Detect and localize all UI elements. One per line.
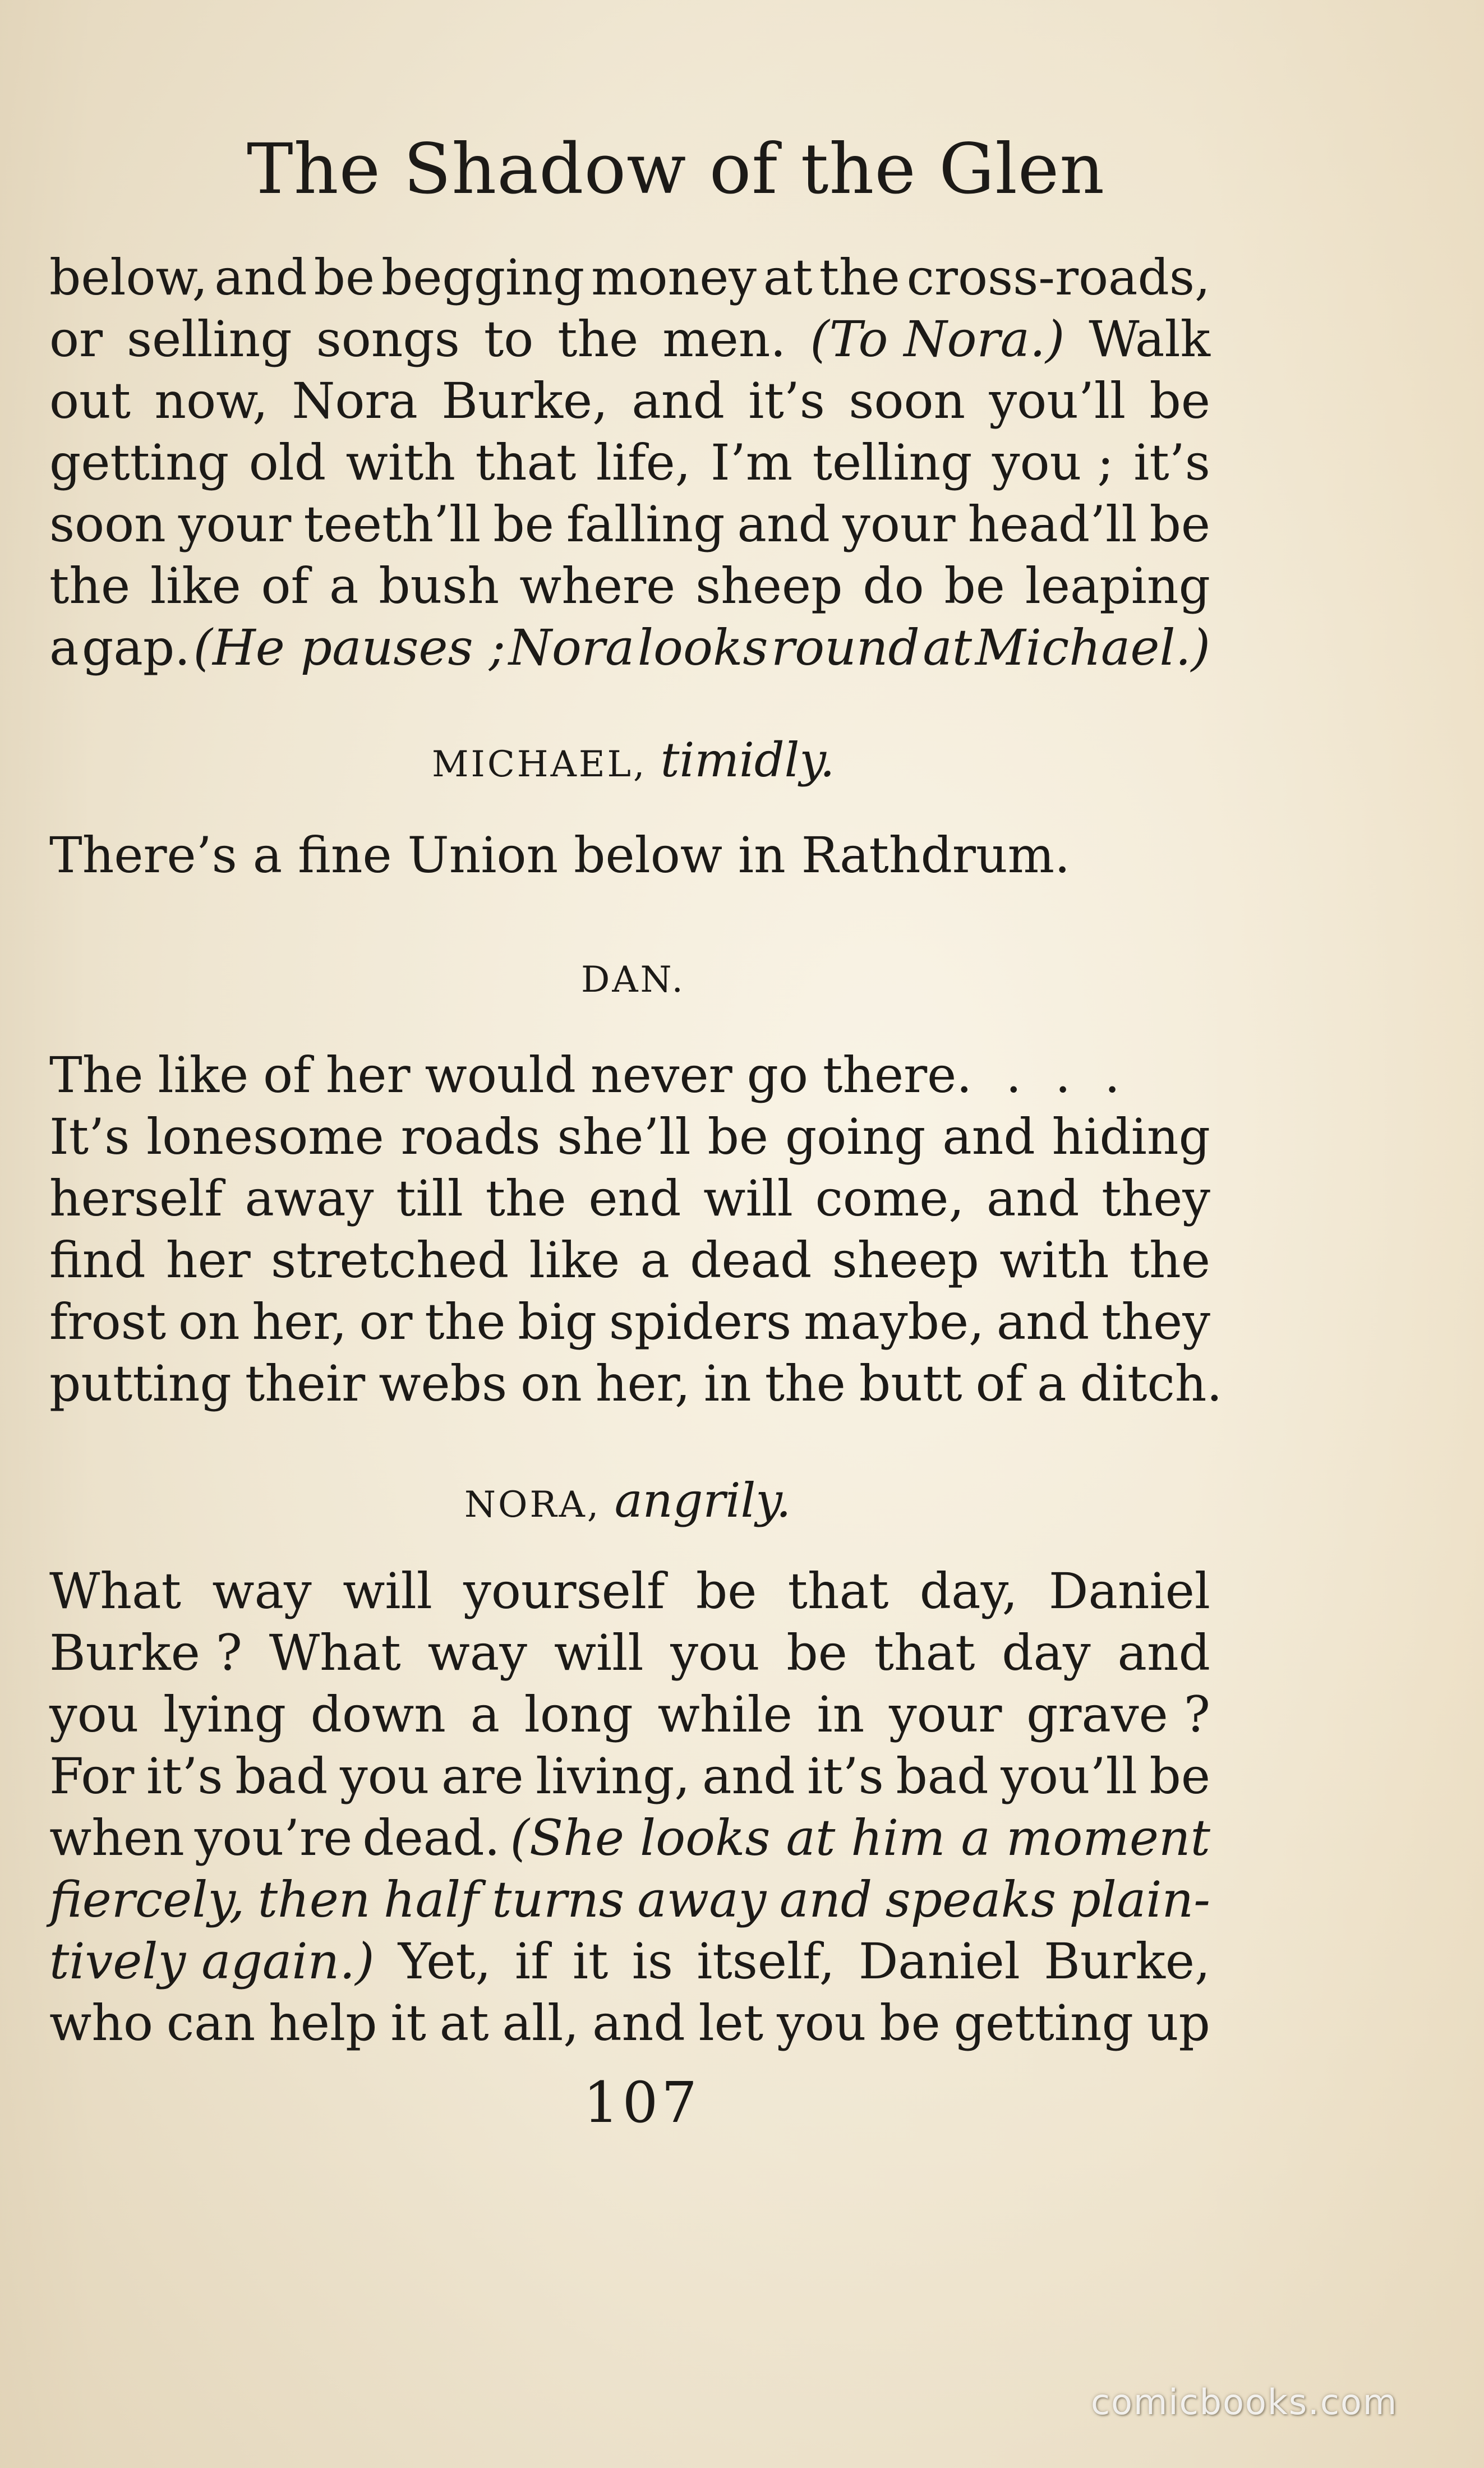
word: living, <box>536 1747 690 1805</box>
word: away <box>637 1871 767 1928</box>
word: till <box>396 1169 463 1227</box>
word: falling <box>566 495 725 553</box>
text-line <box>49 1622 1210 1684</box>
word: in <box>703 1355 752 1412</box>
word: where <box>519 557 676 615</box>
text-line <box>49 1291 1210 1353</box>
word: putting <box>49 1355 232 1412</box>
word: big <box>518 1293 597 1351</box>
word: they <box>1102 1293 1210 1351</box>
word: It’s <box>49 1108 130 1166</box>
word: the <box>557 310 639 368</box>
word: stretched <box>270 1231 509 1289</box>
speaker-michael <box>432 733 835 788</box>
word: Burke, <box>441 372 609 430</box>
word: Yet, <box>398 1932 491 1990</box>
word: then <box>257 1871 371 1928</box>
word: out <box>49 372 131 430</box>
word: What <box>49 1562 181 1620</box>
word: be <box>786 1624 847 1682</box>
word: and <box>996 1293 1090 1351</box>
word: and <box>702 1747 795 1805</box>
word: the <box>425 1293 506 1351</box>
word: grave ? <box>1026 1686 1210 1743</box>
word: it’s <box>1133 434 1210 491</box>
word: spiders <box>609 1293 792 1351</box>
word: you <box>49 1686 139 1743</box>
word: when <box>49 1809 185 1867</box>
word: are <box>441 1747 524 1805</box>
word: lonesome <box>146 1108 384 1166</box>
word: would <box>425 1046 577 1104</box>
word: and <box>987 1169 1080 1227</box>
word: she’ll <box>557 1108 691 1166</box>
speaker-nora <box>464 1473 791 1528</box>
word: sheep <box>832 1231 979 1289</box>
speaker-name: MICHAEL, <box>432 744 647 785</box>
text-line <box>49 1746 1210 1807</box>
word: on <box>520 1355 582 1412</box>
word: selling <box>126 310 292 368</box>
text-line <box>49 247 1210 308</box>
text-line <box>49 308 1210 370</box>
word: that <box>874 1624 975 1682</box>
word: the <box>764 1355 846 1412</box>
word: frost <box>49 1293 167 1351</box>
word: with <box>345 434 456 491</box>
word: and <box>214 248 307 306</box>
word: way <box>212 1562 312 1620</box>
word: herself <box>49 1169 223 1227</box>
word: that <box>787 1562 889 1620</box>
word: will <box>703 1169 793 1227</box>
word: at <box>923 619 973 676</box>
word: end <box>588 1169 681 1227</box>
word: it <box>572 1932 609 1990</box>
word: while <box>657 1686 792 1743</box>
word: go <box>746 1046 808 1104</box>
word: day, <box>919 1562 1018 1620</box>
word: do <box>863 557 924 615</box>
word: there. <box>822 1046 973 1104</box>
word: and <box>592 1994 685 2052</box>
page-number: 107 <box>583 2070 700 2135</box>
word: the <box>819 248 900 306</box>
word: that <box>475 434 577 491</box>
word: soon <box>849 372 966 430</box>
text-line <box>49 1230 1210 1291</box>
stage-direction: angrily. <box>614 1473 791 1528</box>
word: be <box>314 248 375 306</box>
word: (She looks at him a moment <box>510 1809 1210 1867</box>
word: bad <box>896 1747 989 1805</box>
word: it’s <box>146 1747 223 1805</box>
speech-block-nora <box>49 1560 1210 2054</box>
word: getting <box>49 434 229 491</box>
word: a <box>1037 1355 1067 1412</box>
word: your <box>178 495 292 553</box>
word: will <box>343 1562 432 1620</box>
word: her, <box>595 1355 690 1412</box>
word: and <box>942 1108 1035 1166</box>
word: her <box>325 1046 411 1104</box>
word: you’ll <box>989 372 1126 430</box>
word: help <box>269 1994 377 2052</box>
word: way <box>427 1624 527 1682</box>
word: like <box>150 557 241 615</box>
word: tively again.) <box>49 1932 375 1990</box>
word: be <box>879 1994 941 2052</box>
text-line <box>49 1560 1210 1622</box>
word: bush <box>379 557 500 615</box>
word: (He pauses ; <box>193 619 506 676</box>
word: Michael.) <box>975 619 1210 676</box>
word: soon <box>49 495 166 553</box>
text-line <box>49 1931 1210 1992</box>
word: who <box>49 1994 153 2052</box>
word: men. <box>662 310 786 368</box>
word: a <box>640 1231 670 1289</box>
word: bad <box>235 1747 328 1805</box>
speech-block-dan-2 <box>49 1044 1223 1415</box>
word: For <box>49 1747 135 1805</box>
word: a <box>329 557 359 615</box>
text-line <box>49 1106 1210 1168</box>
word: (To Nora.) <box>810 310 1065 368</box>
word: it <box>390 1994 426 2052</box>
word: you ; <box>992 434 1114 491</box>
word: down <box>310 1686 446 1743</box>
word: old <box>248 434 326 491</box>
word: below, <box>49 248 208 306</box>
word: The <box>49 1046 144 1104</box>
text-line <box>49 1353 1223 1415</box>
word: Burke ? <box>49 1624 242 1682</box>
word: head’ll <box>967 495 1137 553</box>
speaker-dan <box>581 959 685 1001</box>
text-line <box>49 1684 1210 1746</box>
word: money <box>591 248 757 306</box>
word: Nora <box>508 619 635 676</box>
word: to <box>483 310 534 368</box>
word: be <box>695 1562 757 1620</box>
word: is <box>632 1932 673 1990</box>
watermark: comicbooks.com <box>1091 2382 1398 2423</box>
word: . <box>1104 1046 1121 1104</box>
word: sheep <box>695 557 843 615</box>
word: at <box>439 1994 489 2052</box>
word: you <box>777 1994 867 2052</box>
word: a <box>470 1686 500 1743</box>
word: day <box>1002 1624 1091 1682</box>
word: getting <box>953 1994 1133 2052</box>
word: or <box>49 310 103 368</box>
word: There’s a fine Union below in Rathdrum. <box>49 826 1071 884</box>
speaker-name: DAN. <box>581 959 685 1001</box>
word: fiercely, <box>49 1871 245 1928</box>
word: be <box>1149 372 1210 430</box>
word: can <box>166 1994 256 2052</box>
word: be <box>1149 1747 1210 1805</box>
word: the <box>485 1169 566 1227</box>
word: now, <box>154 372 268 430</box>
word: if <box>514 1932 549 1990</box>
word: looks <box>637 619 768 676</box>
running-head: The Shadow of the Glen <box>247 129 1105 210</box>
text-line <box>49 1044 1210 1106</box>
word: yourself <box>463 1562 665 1620</box>
word: it’s <box>807 1747 884 1805</box>
text-line <box>49 1869 1210 1931</box>
word: never <box>591 1046 732 1104</box>
word: will <box>554 1624 644 1682</box>
word: of <box>263 1046 311 1104</box>
word: maybe, <box>803 1293 984 1351</box>
word: you’re <box>194 1809 353 1867</box>
text-line <box>49 555 1210 617</box>
word: and <box>737 495 830 553</box>
word: turns <box>492 1871 625 1928</box>
word: they <box>1102 1169 1210 1227</box>
word: gap. <box>82 619 191 676</box>
word: Daniel <box>1048 1562 1210 1620</box>
word: of <box>975 1355 1024 1412</box>
word: leaping <box>1025 557 1210 615</box>
word: Nora <box>292 372 418 430</box>
word: half <box>383 1871 479 1928</box>
word: . <box>1006 1046 1022 1104</box>
word: telling <box>812 434 973 491</box>
word: roads <box>400 1108 541 1166</box>
text-line <box>49 432 1210 494</box>
speech-block-dan-1 <box>49 247 1210 679</box>
word: your <box>889 1686 1002 1743</box>
word: ditch. <box>1080 1355 1223 1412</box>
word: on <box>178 1293 240 1351</box>
word: in <box>817 1686 865 1743</box>
word: cross-roads, <box>906 248 1210 306</box>
word: round <box>771 619 920 676</box>
text-line <box>49 825 1210 886</box>
word: be <box>707 1108 768 1166</box>
word: let <box>698 1994 764 2052</box>
word: the <box>49 557 131 615</box>
word: with <box>999 1231 1109 1289</box>
word: Walk <box>1089 310 1210 368</box>
word: find <box>49 1231 146 1289</box>
word: . <box>1055 1046 1071 1104</box>
text-line <box>49 370 1210 432</box>
word: itself, <box>697 1932 835 1990</box>
word: like <box>529 1231 620 1289</box>
word: be <box>944 557 1005 615</box>
word: plain- <box>1069 1871 1210 1928</box>
word: I’m <box>711 434 793 491</box>
word: songs <box>316 310 460 368</box>
word: Daniel <box>858 1932 1020 1990</box>
word: long <box>524 1686 633 1743</box>
word: your <box>842 495 956 553</box>
word: and <box>632 372 725 430</box>
word: and <box>1117 1624 1210 1682</box>
word: come, <box>815 1169 965 1227</box>
word: or <box>359 1293 413 1351</box>
text-line <box>49 494 1210 555</box>
speaker-name: NORA, <box>464 1484 601 1526</box>
word: and <box>779 1871 873 1928</box>
word: speaks <box>885 1871 1057 1928</box>
word: up <box>1146 1994 1210 2052</box>
word: going <box>785 1108 926 1166</box>
word: webs <box>379 1355 508 1412</box>
word: dead. <box>362 1809 500 1867</box>
word: begging <box>381 248 585 306</box>
word: be <box>1149 495 1210 553</box>
word: hiding <box>1052 1108 1210 1166</box>
word: all, <box>502 1994 579 2052</box>
word: of <box>261 557 310 615</box>
text-line <box>49 1168 1210 1230</box>
text-line <box>49 1992 1210 2054</box>
word: be <box>493 495 554 553</box>
word: at <box>763 248 813 306</box>
word: What <box>269 1624 401 1682</box>
word: dead <box>690 1231 812 1289</box>
word: lying <box>163 1686 287 1743</box>
word: you’ll <box>1001 1747 1137 1805</box>
word: Burke, <box>1044 1932 1210 1990</box>
word: you <box>670 1624 760 1682</box>
text-line <box>49 1807 1210 1869</box>
word: like <box>158 1046 249 1104</box>
stage-direction: timidly. <box>660 733 835 788</box>
word: their <box>245 1355 366 1412</box>
word: away <box>245 1169 374 1227</box>
word: her, <box>252 1293 347 1351</box>
word: her <box>165 1231 251 1289</box>
word: a <box>49 619 79 676</box>
text-line <box>49 617 1210 679</box>
word: butt <box>859 1355 962 1412</box>
word: life, <box>596 434 691 491</box>
word: it’s <box>748 372 825 430</box>
speech-block-michael <box>49 825 1210 886</box>
word: teeth’ll <box>303 495 481 553</box>
word: the <box>1129 1231 1210 1289</box>
word: you <box>340 1747 430 1805</box>
